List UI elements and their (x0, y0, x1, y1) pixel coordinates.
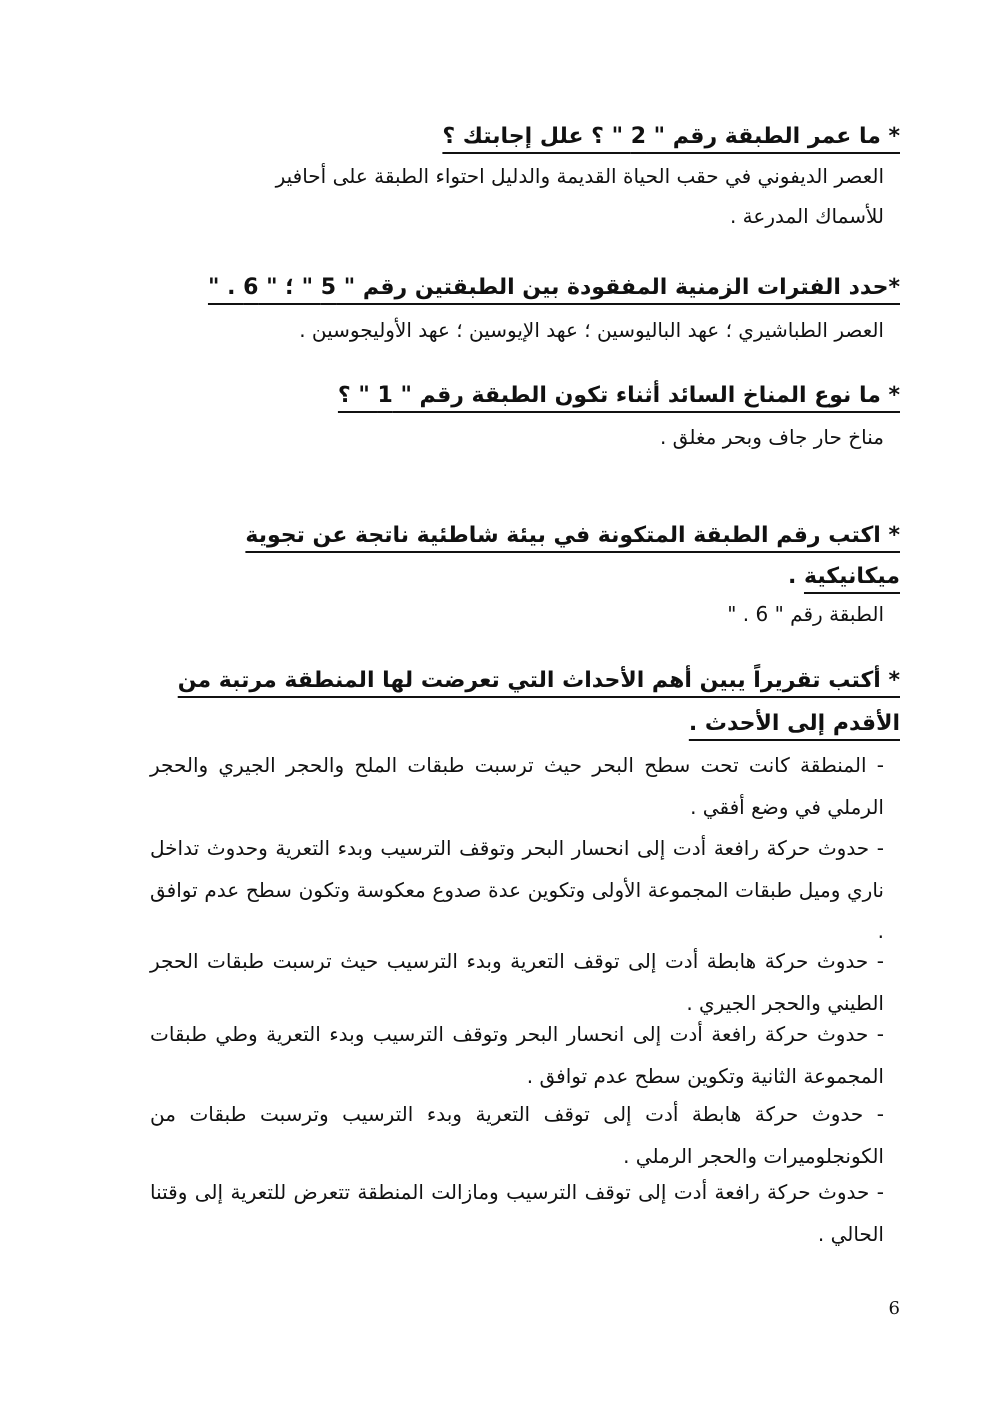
answer-2-line-1: العصر الطباشيري ؛ عهد الباليوسين ؛ عهد الإيوسين ؛ عهد الأوليجوسين . (299, 318, 884, 342)
question-1-text: * ما عمر الطبقة رقم " 2 " ؟ علل إجابتك ؟ (442, 124, 900, 149)
report-item-4: - حدوث حركة رافعة أدت إلى انحسار البحر وتوقف الترسيب وبدء التعرية وطي طبقات المجموعة الثانية وتكوين سطح عدم توافق . (150, 1022, 884, 1088)
page-number: 6 (888, 1298, 900, 1319)
question-2-heading (208, 266, 900, 310)
question-5-text-line-2: الأقدم إلى الأحدث . (688, 711, 900, 736)
question-2-text: *حدد الفترات الزمنية المفقودة بين الطبقتين رقم " 5 " ؛ " 6 . " (207, 275, 900, 300)
report-item-3: - حدوث حركة هابطة أدت إلى توقف التعرية وبدء الترسيب حيث ترسبت طبقات الحجر الطيني والحجر الجيري . (150, 949, 884, 1015)
question-4-text-line-2: ميكانيكية (803, 564, 900, 589)
answer-4-line-1: الطبقة رقم " 6 . " (727, 602, 884, 626)
question-4-heading-line-2 (788, 555, 900, 599)
question-5-heading-line-2 (689, 702, 900, 746)
answer-1-line-2: للأسماك المدرعة . (729, 204, 884, 228)
report-item-2: - حدوث حركة رافعة أدت إلى انحسار البحر وتوقف الترسيب وبدء التعرية وحدوث تداخل ناري وميل طبقات المجموعة الأولى وتكوين عدة صدوع معكوسة وتكون سطح عدم توافق . (150, 836, 884, 943)
question-5-heading-line-1 (178, 659, 900, 703)
question-4-heading-line-1 (245, 514, 900, 558)
question-3-text: * ما نوع المناخ السائد أثناء تكون الطبقة رقم " 1 " ؟ (337, 383, 900, 408)
question-4-text-line-1: * اكتب رقم الطبقة المتكونة في بيئة شاطئية ناتجة عن تجوية (245, 523, 900, 548)
question-4-tail: . (787, 564, 804, 589)
answer-1-line-1: العصر الديفوني في حقب الحياة القديمة والدليل احتواء الطبقة على أحافير (275, 164, 884, 188)
question-5-text-line-1: * أكتب تقريراً يبين أهم الأحداث التي تعرضت لها المنطقة مرتبة من (177, 668, 900, 693)
question-3-heading (338, 374, 900, 418)
question-1-heading (442, 115, 900, 159)
report-item-1: - المنطقة كانت تحت سطح البحر حيث ترسبت طبقات الملح والحجر الجيري والحجر الرملي في وضع أفقي . (150, 753, 884, 819)
report-item-5: - حدوث حركة هابطة أدت إلى توقف التعرية وبدء الترسيب وترسبت طبقات من الكونجلوميرات والحجر الرملي . (150, 1102, 884, 1168)
report-item-6: - حدوث حركة رافعة أدت إلى توقف الترسيب ومازالت المنطقة تتعرض للتعرية إلى وقتنا الحالي . (150, 1180, 884, 1246)
answer-3-line-1: مناخ حار جاف وبحر مغلق . (659, 425, 884, 449)
